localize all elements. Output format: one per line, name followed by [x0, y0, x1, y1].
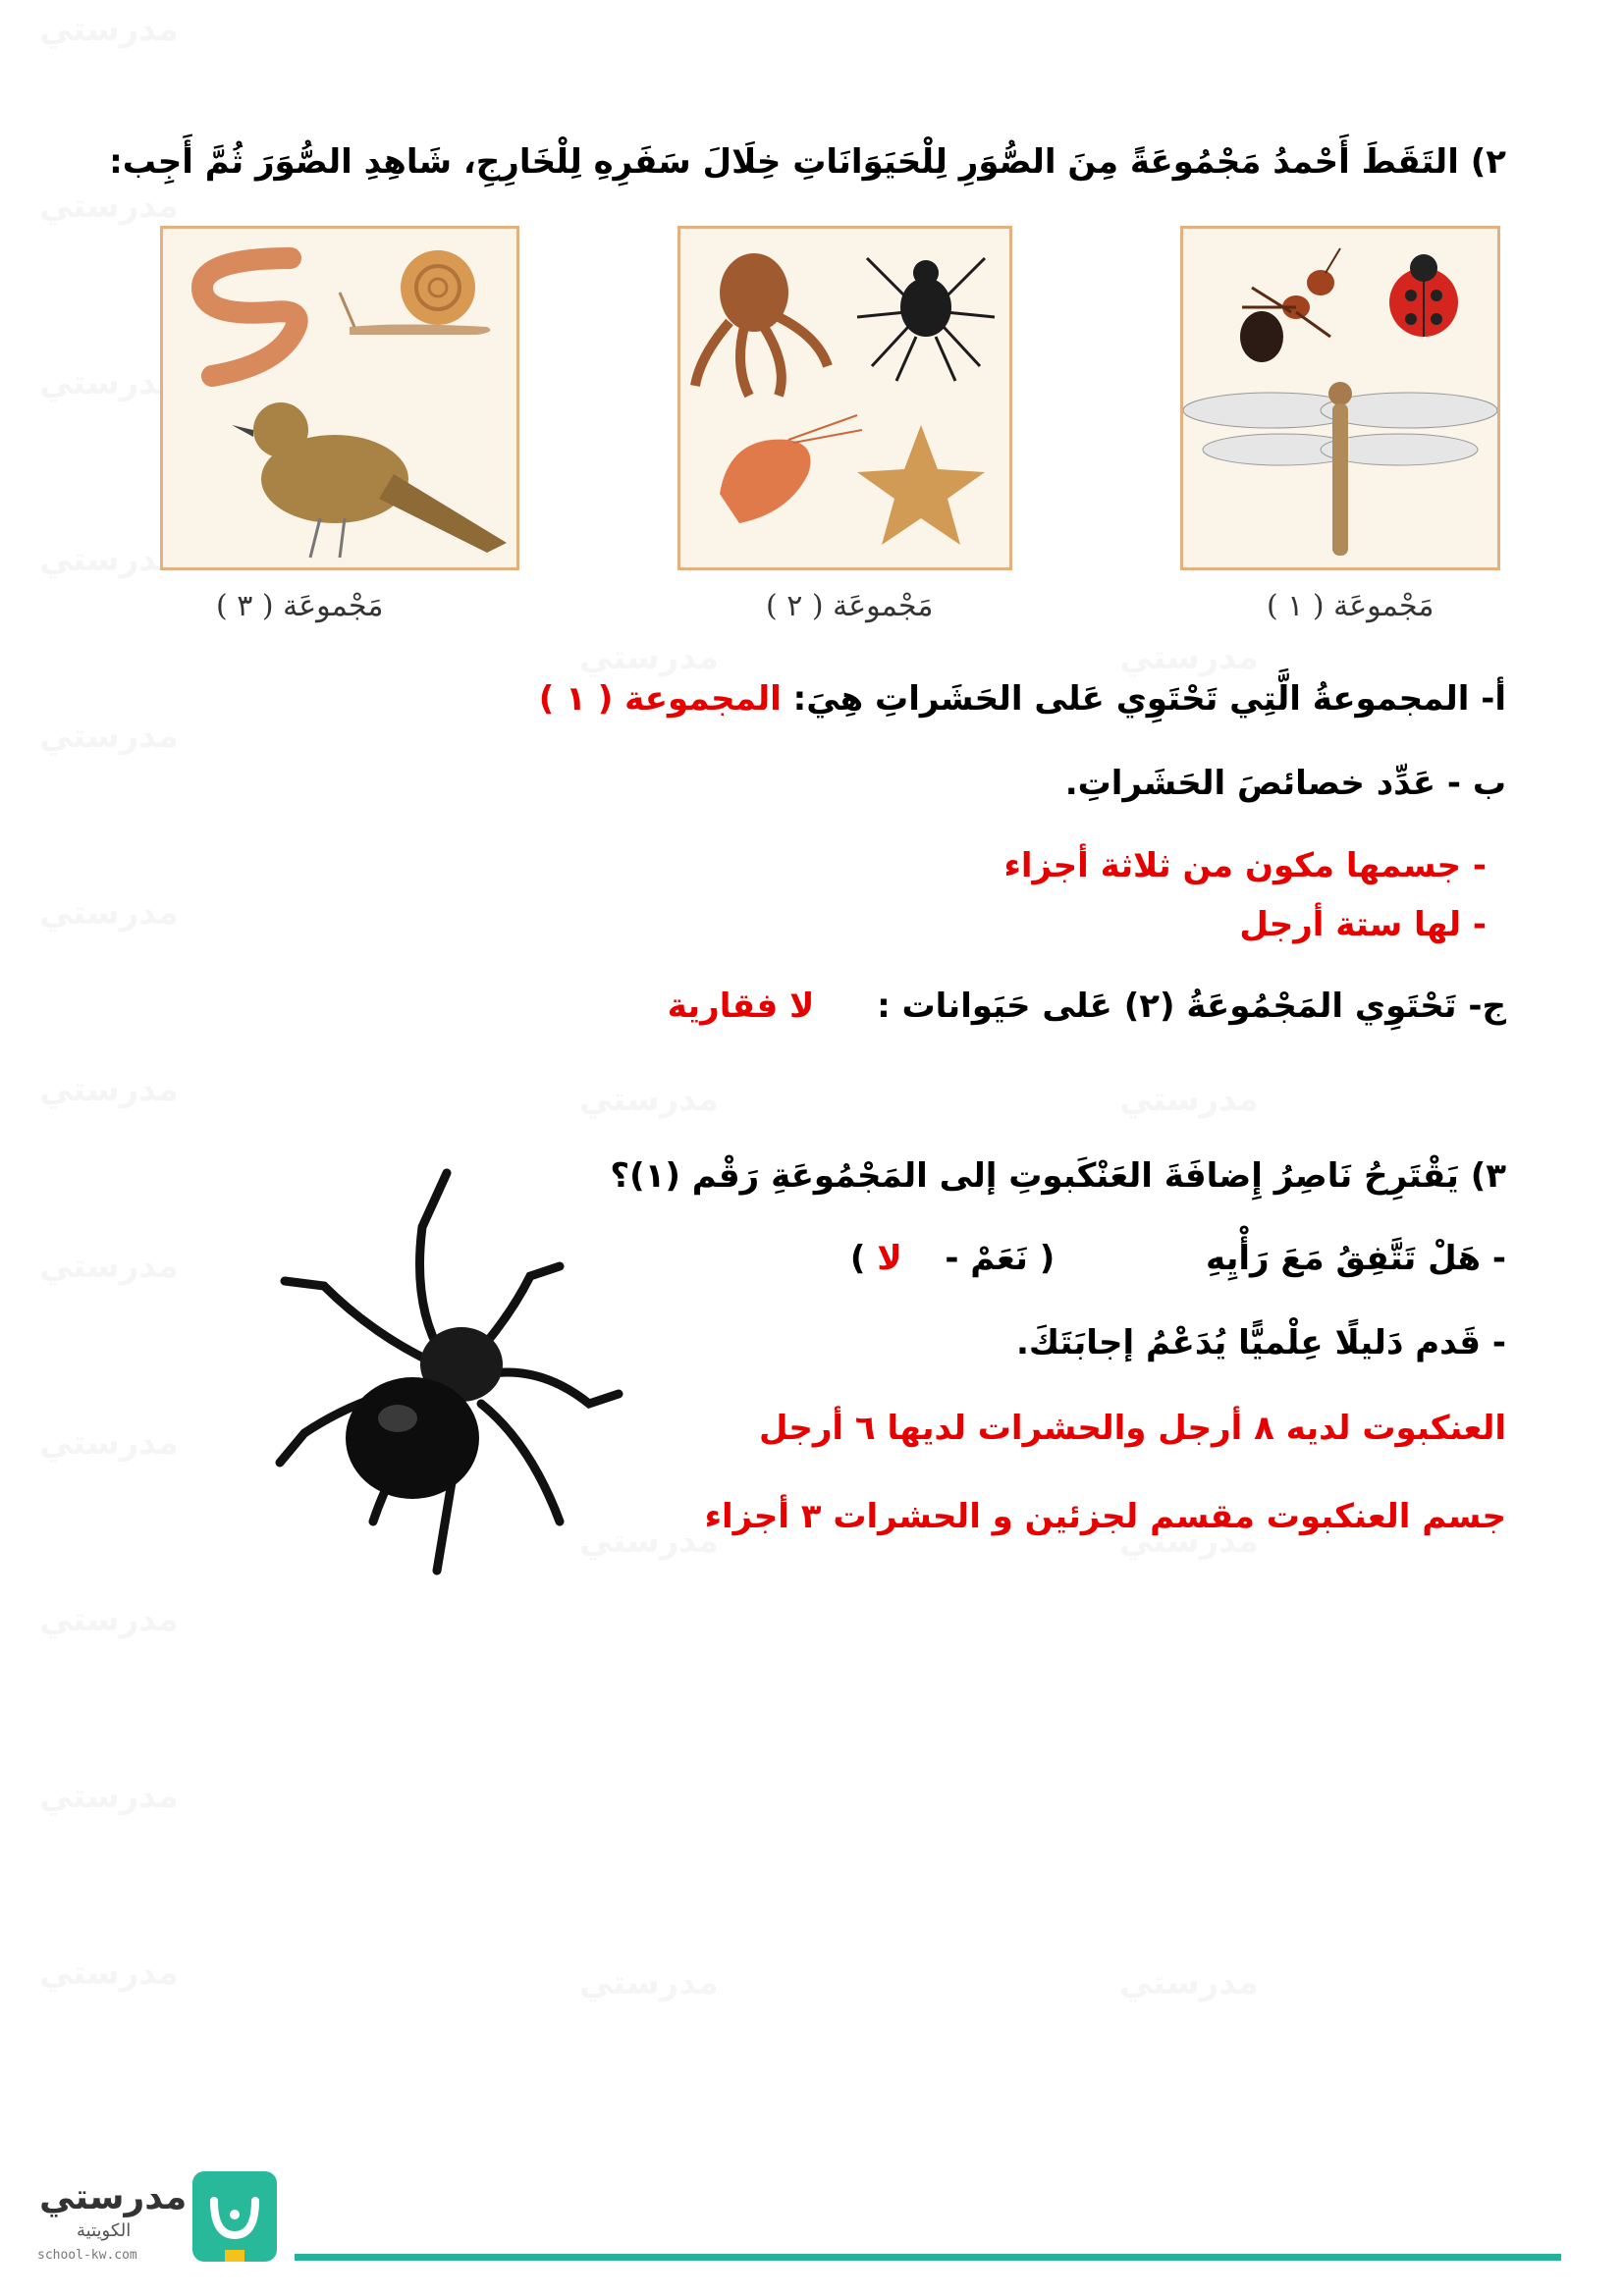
logo-name: مدرستي — [39, 2177, 188, 2217]
q2-a-question: أ- المجموعةُ الَّتِي تَحْتَوِي عَلى الحَشَراتِ هِيَ: — [792, 679, 1506, 719]
q2-c-line — [668, 987, 1506, 1026]
watermark — [39, 540, 179, 579]
octopus-icon — [695, 253, 828, 396]
q2-b-answer-2: - لها ستة أرجل — [1239, 905, 1487, 944]
bird-icon — [232, 402, 507, 558]
watermark — [1119, 1963, 1259, 2002]
q2-a-line — [539, 679, 1506, 719]
q3-evidence-answer-2: جسم العنكبوت مقسم لجزئين و الحشرات ٣ أجزاء — [704, 1497, 1506, 1536]
logo-url: school-kw.com — [37, 2248, 137, 2263]
watermark — [39, 1247, 179, 1286]
watermark — [579, 1080, 719, 1119]
watermark — [39, 1423, 179, 1463]
starfish-icon — [857, 425, 985, 545]
group2-caption: مَجْموعَة ( ٢ ) — [766, 589, 934, 623]
q2-b-question: ب - عَدِّد خصائصَ الحَشَراتِ. — [1064, 764, 1506, 803]
q2-a-answer: المجموعة ( ١ ) — [538, 679, 782, 719]
watermark — [39, 893, 179, 933]
q3-evidence-question: - قَدم دَليلًا عِلْميًّا يُدَعْمُ إجابَتَكَ. — [1015, 1323, 1506, 1362]
watermark — [39, 1777, 179, 1816]
watermark — [579, 1963, 719, 2002]
watermark — [39, 10, 179, 49]
group1-caption: مَجْموعَة ( ١ ) — [1267, 589, 1435, 623]
q2-b-answer-1: - جسمها مكون من ثلاثة أجزاء — [1003, 846, 1487, 885]
q3-agree-question: - هَلْ تَتَّفِقُ مَعَ رَأْيِهِ — [1205, 1239, 1506, 1278]
watermark — [39, 1600, 179, 1639]
watermark — [39, 1953, 179, 1993]
watermark — [39, 363, 179, 402]
watermark — [1119, 1080, 1259, 1119]
watermark — [579, 638, 719, 677]
watermark — [39, 717, 179, 756]
shrimp-icon — [720, 415, 862, 523]
watermark — [39, 187, 179, 226]
group2-image — [677, 226, 1012, 570]
dragonfly-icon — [1183, 382, 1497, 556]
logo-subtitle: الكويتية — [77, 2220, 132, 2241]
q2-c-answer: لا فقارية — [667, 987, 815, 1026]
watermark — [1119, 638, 1259, 677]
ladybug-icon — [1389, 254, 1458, 337]
spider-icon — [857, 258, 995, 381]
worm-icon — [202, 258, 298, 376]
q2-prompt: ٢) التَقَطَ أَحْمدُ مَجْمُوعَةً مِنَ الصُّوَرِ لِلْحَيَوَانَاتِ خِلَالَ سَفَرِهِ لِلْخَارِجِ، شَاهِدِ الصُّوَرَ ثُمَّ أَجِب: — [109, 142, 1506, 182]
group1-image — [1180, 226, 1500, 570]
q3-evidence-answer-1: العنكبوت لديه ٨ أرجل والحشرات لديها ٦ أرجل — [759, 1409, 1506, 1448]
watermark — [39, 1070, 179, 1109]
footer-rule — [295, 2254, 1561, 2261]
q3-options-answer: لا — [877, 1239, 902, 1278]
q3-options-open: ( نَعَمْ - — [945, 1239, 1056, 1278]
ant-icon — [1240, 248, 1340, 362]
q3-agree-line — [850, 1239, 1506, 1278]
group3-caption: مَجْموعَة ( ٣ ) — [216, 589, 384, 623]
group3-image — [160, 226, 519, 570]
logo-icon — [192, 2171, 277, 2262]
q2-c-question: ج- تَحْتَوِي المَجْمُوعَةُ (٢) عَلى حَيَوانات : — [877, 987, 1506, 1026]
q3-prompt: ٣) يَقْتَرِحُ نَاصِرُ إِضافَةَ العَنْكَبوتِ إلى المَجْمُوعَةِ رَقْم (١)؟ — [610, 1156, 1506, 1196]
snail-icon — [340, 250, 490, 335]
spider-image — [265, 1168, 628, 1600]
q3-options-close: ) — [849, 1239, 866, 1278]
